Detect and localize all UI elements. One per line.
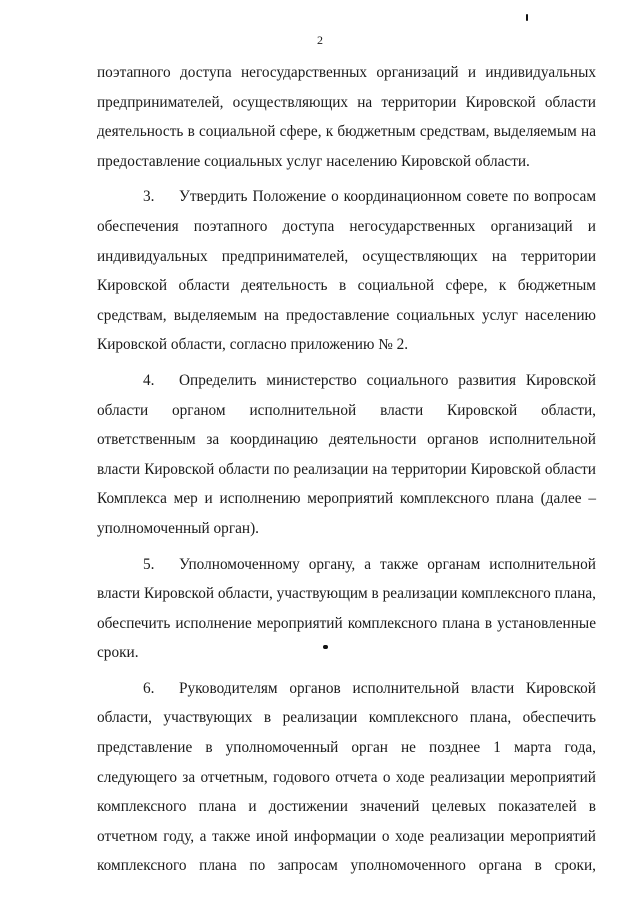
- paragraph-text: Утвердить Положение о координационном совете по вопросам обеспечения поэтапного доступа негосударственных организаций и индивидуальных предпринимателей, осуществляющих на территории Кировской области деятельность в социальной сфере, к бюджетным средствам, выделяемым на предоставление социальных услуг населению Кировской области, согласно приложению № 2.: [97, 188, 596, 354]
- paragraph-item-4: [97, 366, 596, 544]
- page-number: 2: [317, 33, 323, 47]
- scan-speck: [323, 645, 328, 649]
- paragraph-number: 5.: [143, 555, 155, 573]
- paragraph-item-5: [97, 550, 596, 668]
- paragraph-item-6: [97, 674, 596, 881]
- paragraph-item-3: [97, 182, 596, 360]
- paragraph-text: Руководителям органов исполнительной власти Кировской области, участвующих в реализации комплексного плана, обеспечить представление в уполномоченный орган не позднее 1 марта года, следующего за отчетным, годового отчета о ходе реализации мероприятий комплексного плана и достижении значений целевых показателей в отчетном году, а также иной информации о ходе реализации мероприятий комплексного плана по запросам уполномоченного органа в сроки,: [97, 679, 596, 875]
- scan-speck: [526, 14, 528, 21]
- paragraph-text: поэтапного доступа негосударственных организаций и индивидуальных предпринимателей, осуществляющих на территории Кировской области деятельность в социальной сфере, к бюджетным средствам, выделяемым на предоставление социальных услуг населению Кировской области.: [97, 64, 596, 170]
- paragraph-number: 3.: [143, 188, 155, 206]
- document-body: [97, 58, 596, 881]
- paragraph-text: Уполномоченному органу, а также органам исполнительной власти Кировской области, участвующим в реализации комплексного плана, обеспечить исполнение мероприятий комплексного плана в установленные сроки.: [97, 555, 596, 662]
- paragraph-number: 6.: [143, 679, 155, 697]
- paragraph-number: 4.: [143, 371, 155, 389]
- paragraph-text: Определить министерство социального развития Кировской области органом исполнительной власти Кировской области, ответственным за координацию деятельности органов исполнительной власти Кировской области по реализации на территории Кировской области Комплекса мер и исполнению мероприятий комплексного плана (далее – уполномоченный орган).: [97, 371, 596, 537]
- paragraph-continuation: [97, 58, 596, 176]
